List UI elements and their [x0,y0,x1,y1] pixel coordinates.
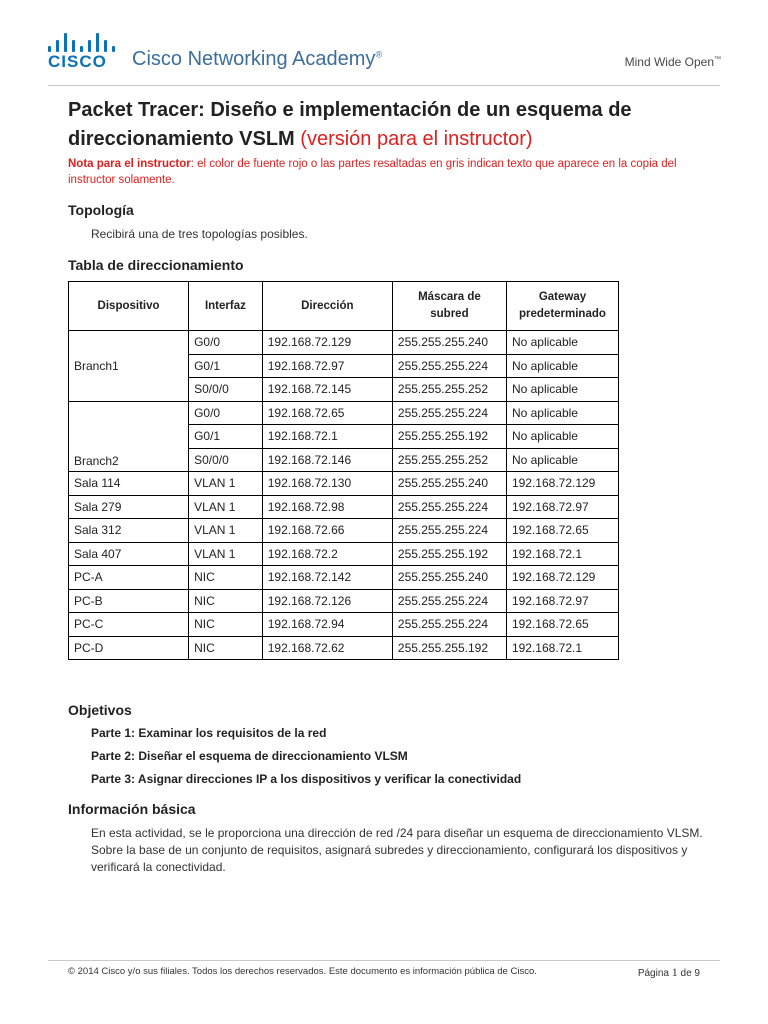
gateway-cell: No aplicable [506,354,618,378]
address-cell: 192.168.72.130 [262,472,392,496]
gateway-cell: 192.168.72.129 [506,566,618,590]
mask-cell: 255.255.255.224 [392,519,506,543]
device-cell: PC-C [69,613,189,637]
table-header-row [69,282,619,331]
mask-cell: 255.255.255.224 [392,495,506,519]
topology-text: Recibirá una de tres topologías posibles. [91,227,308,241]
gateway-cell: No aplicable [506,401,618,425]
logo-wordmark: CISCO [48,52,107,71]
page-indicator: Página 1 de 9 [637,965,700,979]
page-header [0,0,768,88]
mask-cell: 255.255.255.224 [392,354,506,378]
gateway-cell: 192.168.72.129 [506,472,618,496]
table-row [69,519,619,543]
device-cell: Sala 407 [69,542,189,566]
gateway-cell: No aplicable [506,448,618,472]
interface-cell: VLAN 1 [189,542,263,566]
interface-cell: VLAN 1 [189,495,263,519]
device-cell: Branch2 [69,401,189,472]
address-cell: 192.168.72.1 [262,425,392,449]
mask-cell: 255.255.255.192 [392,636,506,660]
addressing-table-heading: Tabla de direccionamiento [68,257,244,273]
gateway-cell: 192.168.72.97 [506,495,618,519]
gateway-cell: 192.168.72.65 [506,613,618,637]
device-cell: PC-A [69,566,189,590]
interface-cell: S0/0/0 [189,448,263,472]
address-cell: 192.168.72.62 [262,636,392,660]
device-cell: PC-B [69,589,189,613]
background-text: En esta actividad, se le proporciona una dirección de red /24 para diseñar un esquema de direccionamiento VLSM. Sobre la base de un conjunto de requisitos, asignará subredes y direccionamiento, configurará los dispositivos y verificará la conectividad. [91,826,703,874]
table-row [69,542,619,566]
col-header-address: Dirección [262,282,392,331]
table-row [69,589,619,613]
table-row [69,331,619,355]
gateway-cell: No aplicable [506,378,618,402]
mask-cell: 255.255.255.224 [392,401,506,425]
interface-cell: NIC [189,566,263,590]
address-cell: 192.168.72.145 [262,378,392,402]
address-cell: 192.168.72.2 [262,542,392,566]
table-row [69,613,619,637]
col-header-gateway: Gateway predeterminado [506,282,618,331]
address-cell: 192.168.72.129 [262,331,392,355]
objective-item: Parte 3: Asignar direcciones IP a los dispositivos y verificar la conectividad [91,772,522,786]
col-header-mask: Máscara de subred [392,282,506,331]
device-cell: Sala 312 [69,519,189,543]
table-row [69,472,619,496]
interface-cell: G0/1 [189,354,263,378]
interface-cell: G0/1 [189,425,263,449]
mask-cell: 255.255.255.192 [392,425,506,449]
gateway-cell: No aplicable [506,331,618,355]
address-cell: 192.168.72.98 [262,495,392,519]
device-cell: Sala 279 [69,495,189,519]
mask-cell: 255.255.255.240 [392,331,506,355]
document-title: Packet Tracer: Diseño e implementación de un esquema de direccionamiento VSLM (versión para el instructor) [68,99,632,150]
objective-item: Parte 2: Diseñar el esquema de direccionamiento VLSM [91,749,408,763]
interface-cell: S0/0/0 [189,378,263,402]
mask-cell: 255.255.255.252 [392,378,506,402]
address-cell: 192.168.72.66 [262,519,392,543]
cisco-bridge-icon [48,30,118,52]
table-row [69,636,619,660]
gateway-cell: 192.168.72.1 [506,542,618,566]
instructor-version-label: (versión para el instructor) [300,128,533,150]
table-row [69,495,619,519]
mask-cell: 255.255.255.240 [392,472,506,496]
interface-cell: NIC [189,589,263,613]
footer-divider [48,960,720,961]
table-row [69,566,619,590]
address-cell: 192.168.72.146 [262,448,392,472]
gateway-cell: 192.168.72.65 [506,519,618,543]
interface-cell: G0/0 [189,331,263,355]
copyright-text: © 2014 Cisco y/o sus filiales. Todos los derechos reservados. Este documento es información pública de Cisco. [68,966,537,977]
col-header-interface: Interfaz [189,282,263,331]
instructor-note: Nota para el instructor: el color de fuente rojo o las partes resaltadas en gris indican texto que aparece en la copia del instructor solamente. [68,158,677,186]
interface-cell: VLAN 1 [189,519,263,543]
address-cell: 192.168.72.97 [262,354,392,378]
background-heading: Información básica [68,801,196,817]
device-cell: PC-D [69,636,189,660]
header-divider [48,85,720,86]
table-row [69,401,619,425]
topology-heading: Topología [68,202,134,218]
address-cell: 192.168.72.65 [262,401,392,425]
address-cell: 192.168.72.142 [262,566,392,590]
addressing-table [68,281,619,660]
academy-name: Cisco Networking Academy® [132,48,383,70]
cisco-logo [48,30,118,70]
mask-cell: 255.255.255.240 [392,566,506,590]
gateway-cell: 192.168.72.97 [506,589,618,613]
objective-item: Parte 1: Examinar los requisitos de la red [91,726,327,740]
mask-cell: 255.255.255.224 [392,589,506,613]
interface-cell: VLAN 1 [189,472,263,496]
gateway-cell: 192.168.72.1 [506,636,618,660]
mask-cell: 255.255.255.252 [392,448,506,472]
address-cell: 192.168.72.94 [262,613,392,637]
interface-cell: G0/0 [189,401,263,425]
mask-cell: 255.255.255.192 [392,542,506,566]
objectives-heading: Objetivos [68,702,132,718]
interface-cell: NIC [189,613,263,637]
gateway-cell: No aplicable [506,425,618,449]
tagline: Mind Wide Open™ [624,55,721,69]
interface-cell: NIC [189,636,263,660]
device-cell: Sala 114 [69,472,189,496]
device-cell: Branch1 [69,331,189,402]
col-header-device: Dispositivo [69,282,189,331]
mask-cell: 255.255.255.224 [392,613,506,637]
address-cell: 192.168.72.126 [262,589,392,613]
